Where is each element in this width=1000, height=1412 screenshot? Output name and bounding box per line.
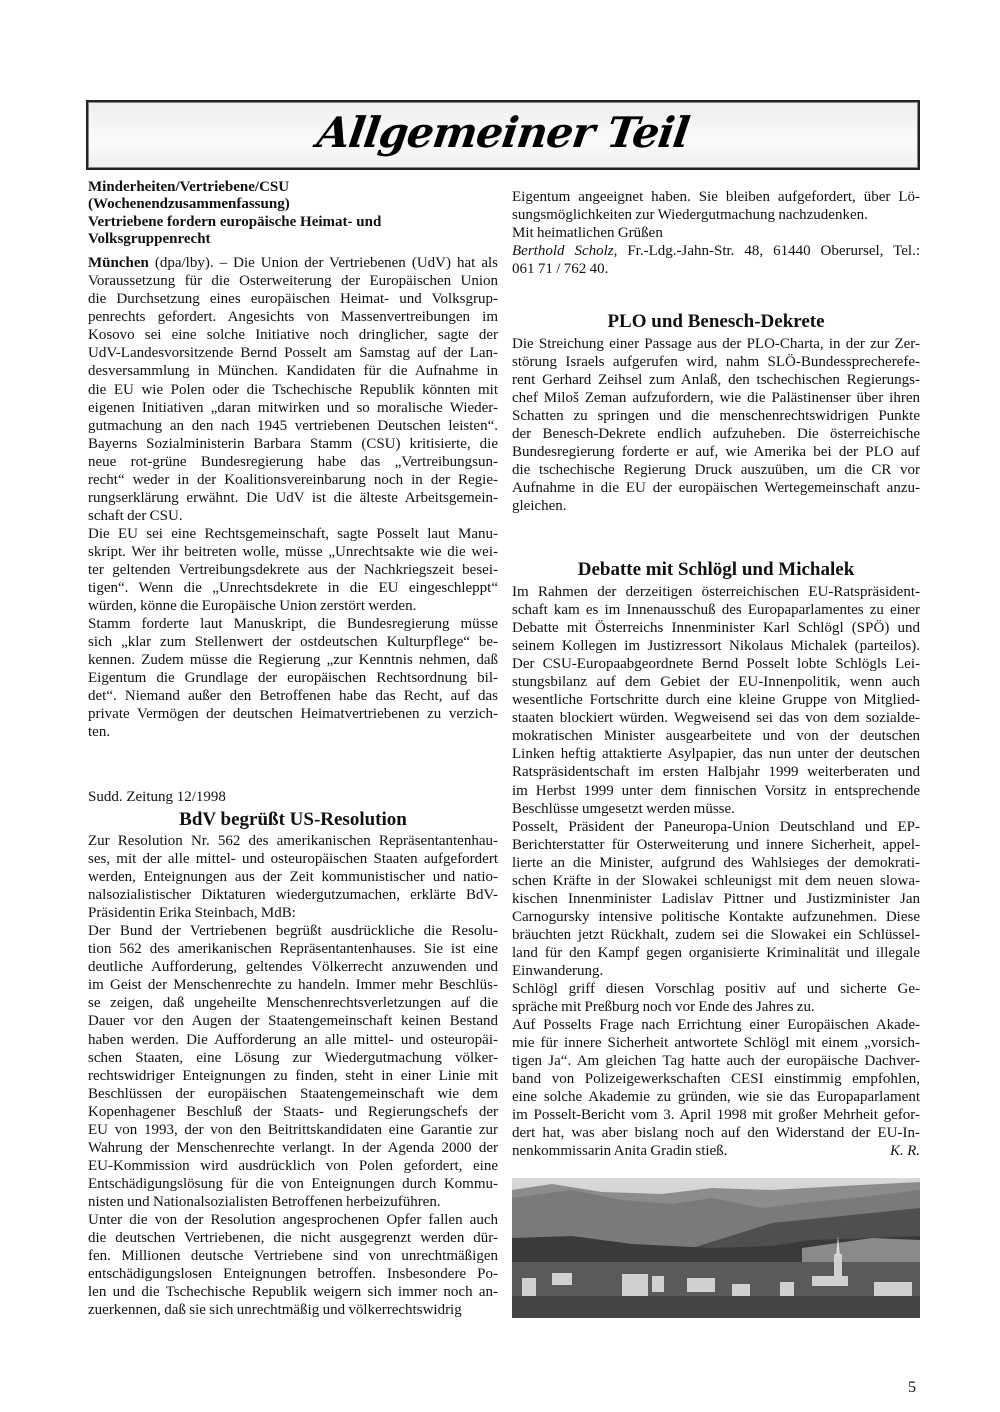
text-line: die deutschen Vertriebenen, die nicht ausgegrenzt werden dür- [88, 1230, 498, 1247]
text-line: schaft kam es im Innenausschuß des Europaparlamentes zu einer [512, 602, 920, 619]
text-line: Die EU sei eine Rechtsgemeinschaft, sagte Posselt laut Manu- [88, 525, 498, 542]
text-line: zuerkennen, daß sie sich unrechtmäßig und völkerrechtswidrig [88, 1302, 462, 1319]
text-line: seinem Kollegen im Justizressort Nikolaus Michalek (parteilos). [512, 638, 920, 655]
text-line: schaft der CSU. [88, 507, 183, 524]
article-body [88, 832, 498, 1319]
article-title: PLO und Benesch-Dekrete [607, 311, 825, 332]
author-initials: K. R. [889, 1143, 920, 1160]
text-line: Auf Posselts Frage nach Errichtung einer Europäischen Akade- [512, 1017, 920, 1034]
text-line: Kosovo sei eine solche Initiative noch dringlicher, sagte der [88, 327, 498, 344]
text-line: penrechts gefordert. Angesichts von Massenvertreibungen im [88, 309, 498, 326]
text-line: desversammlung in München. Kandidaten für die Aufnahme in [88, 363, 498, 380]
paragraph [512, 818, 920, 980]
signature-name: Berthold Scholz, [512, 243, 618, 260]
text-line: se zeigen, daß ungeheilte Menschenrechtsverletzungen auf die [88, 995, 498, 1012]
text-line: tion 562 des amerikanischen Repräsentantenhauses. Sie ist eine [88, 941, 498, 958]
text-line: eine solche Akademie zu gründen, wie sie das Europaparlament [512, 1089, 920, 1106]
text-line: ten. [88, 724, 111, 741]
text-line: nisten und Nationalsozialisten Betroffenen herbeizuführen. [88, 1193, 441, 1210]
text-line: lierte an die Minister, aufgrund des Wahlsieges der demokrati- [512, 854, 920, 871]
text-line: deutliche Aufforderung, geltendes Völkerrecht anzuwenden und [88, 959, 498, 976]
headline-line: Volksgruppenrecht [88, 230, 211, 247]
text-line: der Benesch-Dekrete endlich aufzuheben. Die österreichische [512, 426, 920, 443]
text-fragment: nenkommissarin Anita Gradin stieß. [512, 1143, 728, 1160]
text-line: sungsmöglichkeiten zur Wiedergutmachung nachzudenken. [512, 207, 868, 224]
text-line [512, 1142, 920, 1160]
text-line: len und die Tschechische Republik weigern sich immer noch an- [88, 1284, 498, 1301]
article-headline [88, 179, 498, 248]
paragraph [88, 1211, 498, 1319]
text-line: recht“ weder in der Koalitionsvereinbarung noch in der Regie- [88, 471, 498, 488]
text-line: eigenen Initiativen „daran mitwirken und so moralische Wieder- [88, 399, 498, 416]
text-line: kennen. Zudem müsse die Regierung „zur Kenntnis nehmen, daß [88, 652, 498, 669]
text-line: Wahrung der Menschenrechte verlangt. In der Agenda 2000 der [88, 1139, 498, 1156]
text-line: tigen“. Wenn die „Unrechtsdekrete in die EU eingeschleppt“ [88, 580, 498, 597]
text-line: im Herbst 1999 unter dem finnischen Vorsitz in entsprechende [512, 782, 920, 799]
text-line: Zur Resolution Nr. 562 des amerikanischen Repräsentantenhau- [88, 833, 498, 849]
text-line: Schatten zu springen und die menschenrechtswidrigen Punkte [512, 408, 920, 425]
text-line: Stamm forderte laut Manuskript, die Bundesregierung müsse [88, 616, 498, 633]
text-line: Beschlüsse umgesetzt werden müsse. [512, 800, 735, 817]
dateline: München [88, 255, 149, 272]
text-line: Eigentum die Grundlage der europäischen Rechtsordnung bil- [88, 670, 498, 687]
text-line: EU-Kommission wird ausdrücklich von Polen gefordert, eine [88, 1157, 498, 1174]
text-line: private Vermögen der deutschen Heimatvertriebenen zu verzich- [88, 706, 498, 723]
text-line: fen. Millionen deutsche Vertriebene sind von unrechtmäßigen [88, 1248, 498, 1265]
section-title: Allgemeiner Teil [314, 108, 692, 157]
text-line: rungserklärung erwähnt. Die UdV ist die älteste Arbeitsgemein- [88, 489, 498, 506]
text-line: würden, könne die Europäische Union zerstört werden. [88, 598, 417, 615]
text-line: Voraussetzung für die Osterweiterung der Europäischen Union [88, 273, 498, 290]
text-line: chef Miloš Zeman aufzufordern, wie die Palästinenser über ihren [512, 390, 920, 407]
text-line: Entschädigungslösung für die von Enteignungen durch Kommu- [88, 1175, 498, 1192]
text-line: Der CSU-Europaabgeordnete Bernd Posselt lobte Schlögls Lei- [512, 656, 920, 673]
text-line: haben werden. Die Aufforderung an alle mittel- und osteuropäi- [88, 1031, 498, 1048]
signature-address: Fr.-Ldg.-Jahn-Str. 48, 61440 Oberursel, Tel.: [617, 243, 920, 260]
paragraph [88, 254, 498, 525]
section-banner [86, 100, 920, 170]
text-line: Schlögl griff diesen Vorschlag positiv auf und sicherte Ge- [512, 981, 920, 998]
text-line: Der Bund der Vertriebenen begrüßt ausdrückliche die Resolu- [88, 923, 498, 940]
text-line: ter geltenden Vertreibungsdekrete aus der Nachkriegszeit besei- [88, 561, 498, 578]
text-line: EU von 1993, der von den Beitrittskandidaten eine Garantie zur [88, 1121, 498, 1138]
text-line: Beschlüssen der europäischen Staatengemeinschaft wie dem [88, 1085, 498, 1102]
text-line: gleichen. [512, 498, 567, 515]
paragraph [88, 832, 498, 922]
text-line: Die Streichung einer Passage aus der PLO-Charta, in der zur Zer- [512, 336, 920, 352]
text-line: band von Polizeigewerkschaften CESI einstimmig empfohlen, [512, 1071, 920, 1088]
text-line: Dauer vor den Augen der Staatengemeinschaft keinen Bestand [88, 1013, 498, 1030]
paragraph [512, 224, 920, 242]
text-line: wesentliche Fortschritte durch eine kleine Gruppe von Mitglied- [512, 692, 920, 709]
text-line: rechtswidriger Enteignungen zu finden, steht in einer Linie mit [88, 1067, 498, 1084]
headline-line: Vertriebene fordern europäische Heimat- und [88, 213, 382, 230]
text-line: kischen Innenminister Ladislav Pittner und Justizminister Jan [512, 890, 920, 907]
text-line: mie für innere Sicherheit antwortete Schlögl mit einem „vorsich- [512, 1035, 920, 1052]
paragraph [512, 1016, 920, 1160]
text-line: UdV-Landesvorsitzende Bernd Posselt am Samstag auf der Lan- [88, 345, 498, 362]
paragraph [88, 922, 498, 1211]
text-line: im Posselt-Bericht vom 3. April 1998 mit großer Mehrheit gefor- [512, 1107, 920, 1124]
text-line: Unter die von der Resolution angesprochenen Opfer fallen auch [88, 1211, 498, 1228]
text-line: gutmachung an den nach 1945 vertriebenen Deutschen leisten“. [88, 417, 498, 434]
text-line: spräche mit Preßburg noch vor Ende des Jahres zu. [512, 999, 815, 1016]
article-bdv [88, 788, 498, 1319]
text-line: Kopenhagener Beschluß der Staats- und Regierungschefs der [88, 1103, 498, 1120]
text-line: werden, Enteignungen aus der Zeit kommunistischer und natio- [88, 869, 498, 886]
text-line: schen Staaten, eine Lösung zur Wiedergutmachung völker- [88, 1049, 498, 1066]
text-line: dert hat, was aber bislang noch auf den Widerstand der EU-In- [512, 1125, 920, 1142]
text-line: Berichterstatter für Osterweiterung und innere Sicherheit, appel- [512, 836, 920, 853]
landscape-photo [512, 1178, 920, 1318]
text-line: neue rot-grüne Bundesregierung habe das „Vertreibungsun- [88, 453, 498, 470]
text-fragment: (dpa/lby). – Die Union der Vertriebenen (UdV) hat als [148, 255, 498, 272]
text-line: Eigentum angeeignet haben. Sie bleiben aufgefordert, über Lö- [512, 189, 920, 205]
article-minderheiten [88, 179, 498, 741]
article-body [512, 188, 920, 242]
article-body [512, 583, 920, 1161]
text-line: die EU wie Polen oder die Tschechische Republik könnten mit [88, 381, 498, 398]
text-line: mokratischen Minister ausgearbeitete und von der deutschen [512, 728, 920, 745]
text-line: sich „klar zum Stellenwert der ostdeutschen Kulturpflege“ be- [88, 634, 498, 651]
text-line: Mit heimatlichen Grüßen [512, 225, 663, 242]
text-line: land für den Kampf gegen organisierte Kriminalität und illegale [512, 944, 920, 961]
text-line: Debatte mit Österreichs Innenminister Karl Schlögl (SPÖ) und [512, 620, 920, 637]
text-line: det“. Niemand außer den Betroffenen habe das Recht, auf das [88, 688, 498, 705]
article-debatte [512, 559, 920, 1161]
article-title: Debatte mit Schlögl und Michalek [577, 559, 855, 580]
text-line: Carnogursky intensive politische Kontakte aufzunehmen. Diese [512, 908, 920, 925]
text-line: nalsozialistischer Diktaturen wiedergutzumachen, erklärte BdV- [88, 887, 498, 904]
text-line: im Geist der Menschenrechte zu handeln. Immer mehr Beschlüs- [88, 977, 498, 994]
text-line: Linken heftig attaktierte Asylpapier, das nun unter der deutschen [512, 746, 920, 763]
text-line [88, 254, 498, 272]
text-line: Posselt, Präsident der Paneuropa-Union Deutschland und EP- [512, 818, 920, 835]
town-mountain-photo [512, 1178, 920, 1318]
article-source: Sudd. Zeitung 12/1998 [88, 789, 226, 805]
text-line: störung Israels aufgerufen wird, nahm SLÖ-Bundessprecherefe- [512, 354, 920, 371]
text-line: skript. Wer ihr beitreten wolle, müsse „Unrechtsakte wie die wei- [88, 543, 498, 560]
paragraph [88, 615, 498, 741]
headline-line: (Wochenendzusammenfassung) [88, 196, 290, 213]
text-line: Bundesregierung forderte er auf, wie Amerika bei der PLO auf [512, 444, 920, 461]
text-line: Im Rahmen der derzeitigen österreichischen EU-Ratspräsident- [512, 584, 920, 600]
text-line: Aufnahme in die EU der europäischen Wertegemeinschaft anzu- [512, 480, 920, 497]
text-line: Einwanderung. [512, 962, 604, 979]
signature-line [512, 242, 920, 260]
signature-phone: 061 71 / 762 40. [512, 261, 609, 278]
text-line: die tschechische Regierung Druck auszuüben, um die CR vor [512, 462, 920, 479]
article-body [512, 335, 920, 515]
text-line: die Durchsetzung eines europäischen Heimat- und Volksgrup- [88, 291, 498, 308]
text-line: stungsbilanz auf dem Gebiet der EU-Innenpolitik, wenn auch [512, 674, 920, 691]
paragraph [512, 188, 920, 224]
text-line: rent Gerhard Zeihsel zum Anlaß, den tschechischen Regierungs- [512, 372, 920, 389]
paragraph [88, 525, 498, 615]
text-line: tigen Ja“. Am gleichen Tag hatte auch der europäische Dachver- [512, 1053, 920, 1070]
text-line: bräuchten jetzt Rückhalt, zudem sei die Slowakei ein Schlüssel- [512, 926, 920, 943]
text-line: entschädigungslosen Enteignungen betroffen. Insbesondere Po- [88, 1266, 498, 1283]
paragraph [512, 980, 920, 1016]
text-line: staaten blockiert würden. Wegweisend sei das von dem sozialde- [512, 710, 920, 727]
paragraph [512, 335, 920, 515]
article-body [88, 254, 498, 741]
headline-line: Minderheiten/Vertriebene/CSU [88, 179, 290, 195]
text-line: Ratspräsidentschaft im ersten Halbjahr 1999 weiterberaten und [512, 764, 920, 781]
text-line: ses, mit der alle mittel- und osteuropäischen Staaten aufgefordert [88, 851, 498, 868]
page-number: 5 [908, 1379, 916, 1396]
text-line: Präsidentin Erika Steinbach, MdB: [88, 905, 296, 922]
paragraph [512, 583, 920, 818]
article-plo [512, 311, 920, 515]
article-title: BdV begrüßt US-Resolution [179, 809, 407, 830]
article-bdv-continued [512, 188, 920, 278]
text-line: Bayerns Sozialministerin Barbara Stamm (CSU) kritisierte, die [88, 435, 498, 452]
text-line: schen Kräfte in der Slowakei schleunigst mit dem neuen slowa- [512, 872, 920, 889]
